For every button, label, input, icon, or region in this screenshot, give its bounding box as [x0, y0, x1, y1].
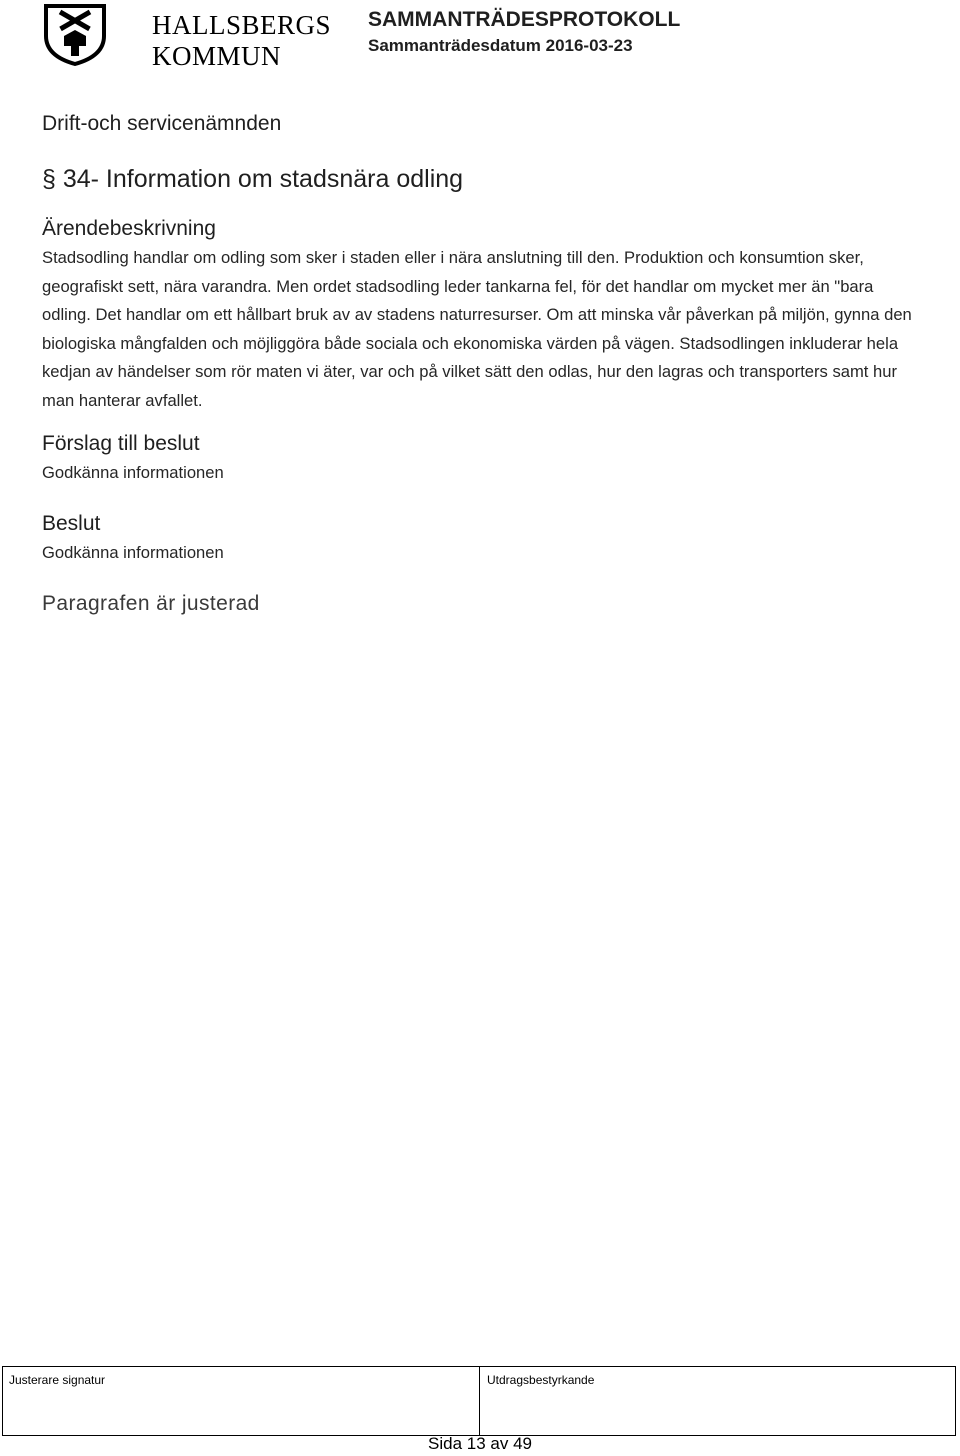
justified-note: Paragrafen är justerad	[42, 592, 260, 615]
section-heading: Beslut	[42, 512, 101, 535]
footer-divider	[479, 1367, 480, 1435]
municipality-logo	[40, 2, 332, 71]
section-heading: Förslag till beslut	[42, 432, 200, 455]
committee-name: Drift-och servicenämnden	[42, 112, 282, 135]
coat-of-arms-icon	[40, 2, 110, 66]
extract-certification-label: Utdragsbestyrkande	[487, 1373, 595, 1387]
page-number: Sida 13 av 49	[428, 1434, 532, 1453]
meeting-date: Sammanträdesdatum 2016-03-23	[368, 36, 633, 55]
document-header	[368, 6, 680, 58]
protocol-title: SAMMANTRÄDESPROTOKOLL	[368, 8, 681, 31]
section-decision	[42, 509, 922, 567]
section-text: Stadsodling handlar om odling som sker i staden eller i nära anslutning till den. Produktion och konsumtion sker, geografiskt sett, nära varandra. Men ordet stadsodling leder tankarna fel, för det handlar om mycket mer än "bara odling. Det handlar om ett hållbart bruk av av stadens naturresurser. Om att minska vår påverkan på miljön, gynna den biologiska mångfalden och möjliggöra både sociala och ekonomiska värden på vägen. Stadsodlingen inkluderar hela kedjan av händelser som rör maten vi äter, var och på vilket sätt den odlas, hur den lagras och transporters samt hur man hanterar avfallet.	[42, 248, 912, 410]
signature-footer	[2, 1366, 956, 1436]
adjuster-signature-label: Justerare signatur	[9, 1373, 106, 1387]
section-heading: Ärendebeskrivning	[42, 217, 216, 240]
paragraph-title: § 34- Information om stadsnära odling	[42, 165, 464, 193]
section-proposal	[42, 429, 922, 487]
document-body	[42, 108, 922, 619]
logo-text-line1: HALLSBERGS	[152, 10, 332, 40]
section-text: Godkänna informationen	[42, 463, 224, 482]
logo-text-line2: KOMMUN	[152, 41, 282, 71]
section-text: Godkänna informationen	[42, 543, 224, 562]
section-case-description	[42, 214, 922, 415]
logo-wordmark	[152, 10, 331, 72]
